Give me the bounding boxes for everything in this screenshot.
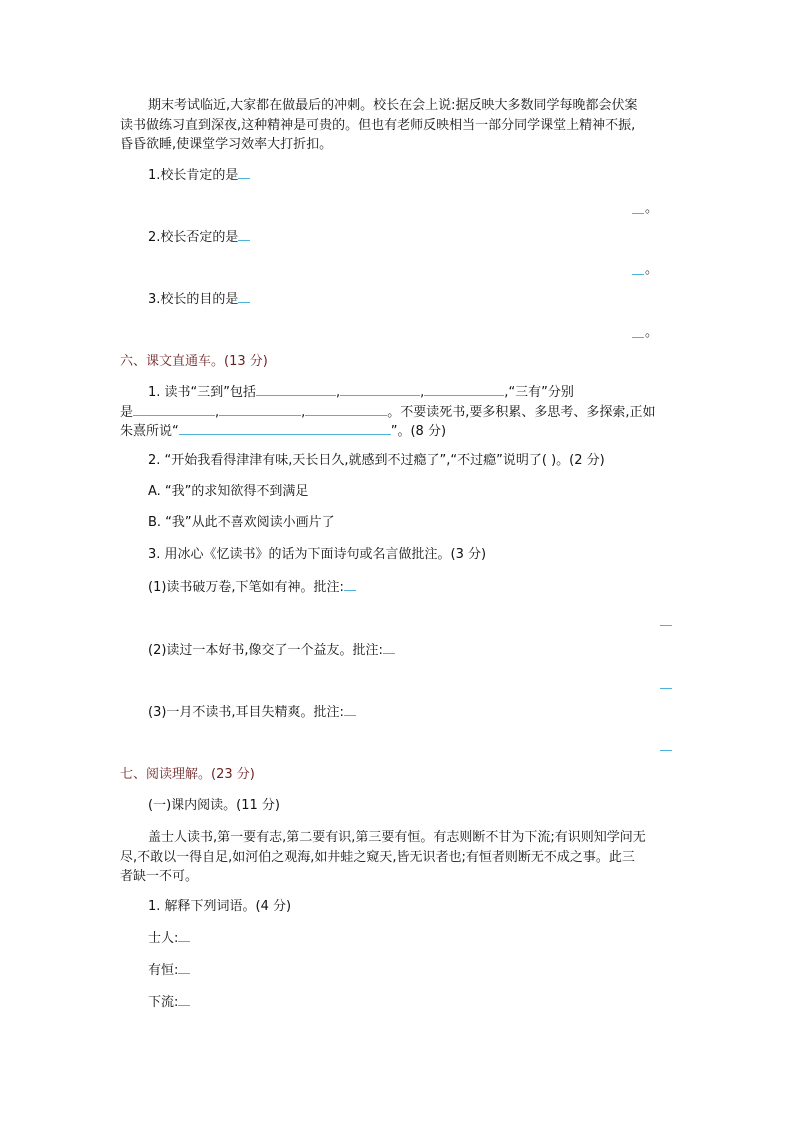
answer-blank[interactable] [632, 274, 644, 275]
end-mark: 。 [645, 262, 659, 277]
s6-q3-item-2 [148, 641, 395, 660]
q5-question-3-text: 3.校长的目的是 [148, 292, 239, 307]
s6-q3-item-1-text: (1)读书破万卷,下笔如有神。批注: [148, 580, 344, 595]
answer-blank[interactable] [424, 383, 504, 396]
end-mark: 。 [645, 325, 659, 340]
option-a[interactable]: A. “我”的求知欲得不到满足 [148, 484, 309, 499]
answer-blank[interactable] [256, 383, 336, 396]
comma: , [301, 405, 306, 420]
s6-q1-line-2 [120, 403, 656, 422]
answer-blank[interactable] [344, 703, 356, 716]
answer-blank[interactable] [340, 383, 420, 396]
s6-q3-item-1 [148, 578, 356, 597]
word-item-1 [148, 929, 190, 948]
answer-blank[interactable] [238, 228, 250, 241]
s6-q1-line-3 [120, 422, 446, 441]
s6-question-3: 3. 用冰心《忆读书》的话为下面诗句或名言做批注。(3 分) [148, 547, 487, 562]
comma: , [336, 385, 341, 400]
q5-question-1-text: 1.校长肯定的是 [148, 168, 239, 183]
intro-line-2: 读书做练习直到深夜,这种精神是可贵的。但也有老师反映相当一部分同学课堂上精神不振, [120, 118, 636, 133]
s6-q3-item-2-text: (2)读过一本好书,像交了一个益友。批注: [148, 643, 383, 658]
answer-blank[interactable] [238, 290, 250, 303]
s6-q3-item-3 [148, 703, 356, 722]
q5-question-2 [148, 228, 250, 247]
s7-question-1: 1. 解释下列词语。(4 分) [148, 899, 292, 914]
passage-line-3: 者缺一不可。 [120, 869, 199, 884]
answer-blank[interactable] [632, 213, 644, 214]
comma: , [215, 405, 220, 420]
answer-blank[interactable] [383, 641, 395, 654]
intro-line-1: 期末考试临近,大家都在做最后的冲刺。校长在会上说:据反映大多数同学每晚都会伏案 [148, 98, 638, 113]
q5-question-3 [148, 290, 250, 309]
word-item-2 [148, 961, 190, 980]
answer-blank[interactable] [660, 688, 672, 689]
s7-subheading: (一)课内阅读。(11 分) [148, 798, 280, 813]
answer-blank[interactable] [178, 929, 190, 942]
q5-question-2-text: 2.校长否定的是 [148, 230, 239, 245]
word-label: 有恒: [148, 963, 179, 978]
s6-q1-text-b: “三有”分别 [508, 385, 574, 400]
s6-q3-item-3-text: (3)一月不读书,耳目失精爽。批注: [148, 705, 344, 720]
intro-line-3: 昏昏欲睡,使课堂学习效率大打折扣。 [120, 137, 333, 152]
section-6-heading: 六、课文直通车。(13 分) [120, 354, 268, 369]
answer-blank[interactable] [219, 403, 301, 416]
answer-blank[interactable] [660, 625, 672, 626]
s6-q1-text-a: 1. 读书“三到”包括 [148, 385, 257, 400]
s6-question-2: 2. “开始我看得津津有味,天长日久,就感到不过瘾了”,“不过瘾”说明了( )。(2 分) [148, 453, 605, 468]
s6-q1-line-1 [148, 383, 574, 402]
word-label: 士人: [148, 931, 179, 946]
comma: , [420, 385, 425, 400]
section-7-heading: 七、阅读理解。(23 分) [120, 767, 255, 782]
comma: , [504, 385, 509, 400]
word-label: 下流: [148, 995, 179, 1010]
passage-line-2: 尽,不敢以一得自足,如河伯之观海,如井蛙之窥天,皆无识者也;有恒者则断无不成之事。此三 [120, 850, 635, 865]
answer-blank[interactable] [178, 961, 190, 974]
s6-q1-text-d: 。不要读死书,要多积累、多思考、多探索,正如 [387, 405, 656, 420]
word-item-3 [148, 993, 190, 1012]
end-mark: 。 [645, 201, 659, 216]
answer-blank[interactable] [305, 403, 387, 416]
answer-blank[interactable] [632, 337, 644, 338]
answer-blank[interactable] [344, 578, 356, 591]
option-b[interactable]: B. “我”从此不喜欢阅读小画片了 [148, 515, 335, 530]
answer-blank[interactable] [179, 422, 391, 435]
answer-blank[interactable] [178, 993, 190, 1006]
answer-blank[interactable] [238, 166, 250, 179]
s6-q1-text-f: ”。(8 分) [390, 424, 447, 439]
answer-blank[interactable] [133, 403, 215, 416]
q5-question-1 [148, 166, 250, 185]
passage-line-1: 盖士人读书,第一要有志,第二要有识,第三要有恒。有志则断不甘为下流;有识则知学问无 [148, 830, 646, 845]
answer-blank[interactable] [660, 750, 672, 751]
s6-q1-text-c: 是 [120, 405, 134, 420]
s6-q1-text-e: 朱熹所说“ [120, 424, 179, 439]
